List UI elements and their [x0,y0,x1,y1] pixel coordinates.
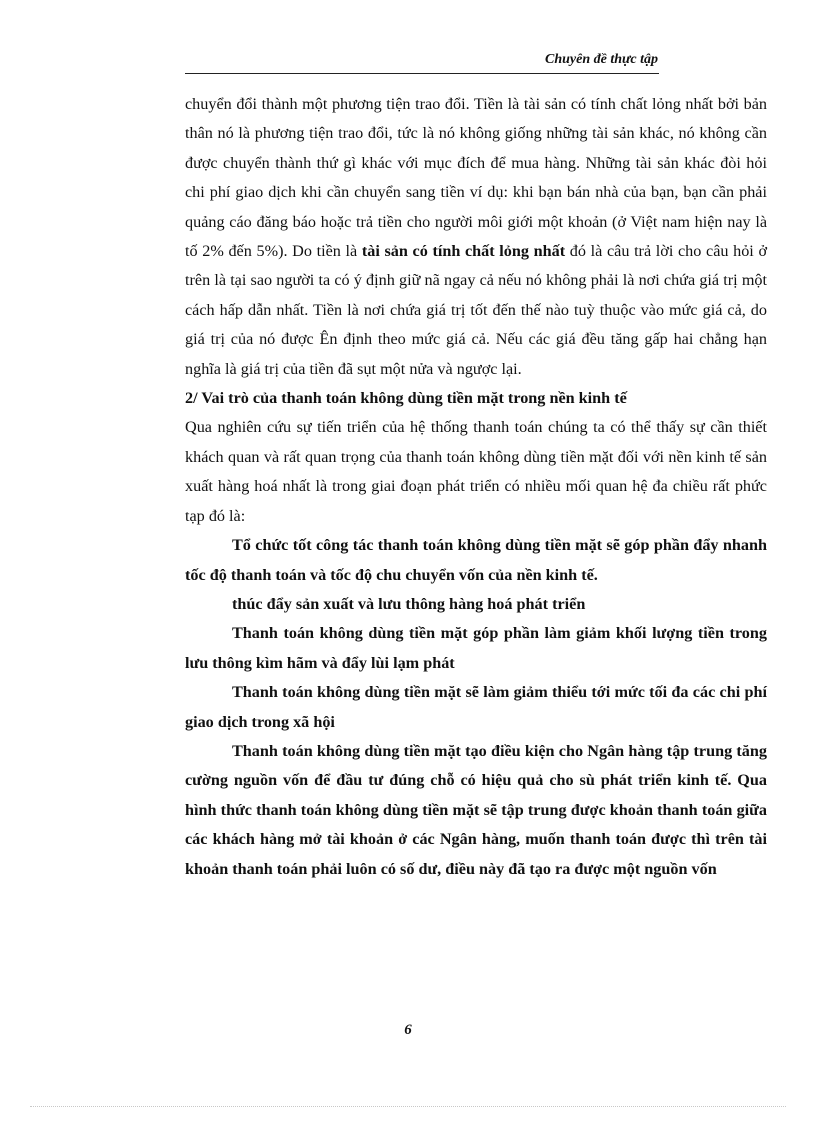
point-inflation: Thanh toán không dùng tiền mặt góp phần làm giảm khối lượng tiền trong lưu thông kìm hãm và đẩy lùi lạm phát [185,624,767,672]
paragraph-text: chuyển đổi thành một phương tiện trao đổi. Tiền là tài sản có tính chất lỏng nhất bởi bản thân nó là phương tiện trao đổi, tức là nó không giống những tài sản khác, nó không cần được chuyển thành thứ gì khác với mục đích để mua hàng. Những tài sản khác đòi hỏi chi phí giao dịch khi cần chuyển sang tiền ví dụ: khi bạn bán nhà của bạn, bạn cần phải quảng cáo đăng báo hoặc trả tiền cho người môi giới một khoản (ở Việt nam hiện nay là tố 2% đến 5%). Do tiền là [185,95,767,261]
section-heading: 2/ Vai trò của thanh toán không dùng tiền mặt trong nền kinh tế [185,389,627,408]
point-bank-capital: Thanh toán không dùng tiền mặt tạo điều kiện cho Ngân hàng tập trung tăng cường nguồn vốn để đầu tư đúng chỗ có hiệu quả cho sù phát triển kinh tế. Qua hình thức thanh toán không dùng tiền mặt sẽ tập trung được khoản thanh toán giữa các khách hàng mở tài khoản ở các Ngân hàng, muốn thanh toán được thì trên tài khoản thanh toán phải luôn có số dư, điều này đã tạo ra được một nguồn vốn [185,741,767,878]
header-rule [185,73,659,74]
point-transaction-costs: Thanh toán không dùng tiền mặt sẽ làm giảm thiểu tới mức tối đa các chi phí giao dịch trong xã hội [185,683,767,731]
page-number: 6 [404,1022,412,1038]
page-body [185,90,767,884]
paragraph-money-liquidity [185,90,767,384]
paragraph-text-continued: đó là câu trả lời cho câu hỏi ở trên là tại sao người ta có ý định giữ nã ngay cả nếu nó không phải là nơi chứa giá trị một cách hấp dẫn nhất. Tiền là nơi chứa giá trị tốt đến thế nào tuỳ thuộc vào mức giá cả, do giá trị của nó được Ên định theo mức giá cả. Nếu các giá đều tăng gấp hai chẳng hạn nghĩa là giá trị của tiền đã sụt một nửa và ngược lại. [185,242,768,378]
point-speed-payment: Tổ chức tốt công tác thanh toán không dùng tiền mặt sẽ góp phần đẩy nhanh tốc độ thanh toán và tốc độ chu chuyển vốn của nền kinh tế. [185,536,767,584]
running-header: Chuyên đề thực tập [544,52,658,67]
point-production: thúc đẩy sản xuất và lưu thông hàng hoá phát triển [232,594,586,613]
paragraph-intro: Qua nghiên cứu sự tiến triển của hệ thống thanh toán chúng ta có thể thấy sự cần thiết khách quan và rất quan trọng của thanh toán không dùng tiền mặt đối với nền kinh tế sản xuất hàng hoá nhất là trong giai đoạn phát triển có nhiều mối quan hệ đa chiều rất phức tạp đó là: [185,418,767,525]
emphasis-text: tài sản có tính chất lỏng nhất [361,242,566,261]
footer-rule [30,1106,786,1107]
